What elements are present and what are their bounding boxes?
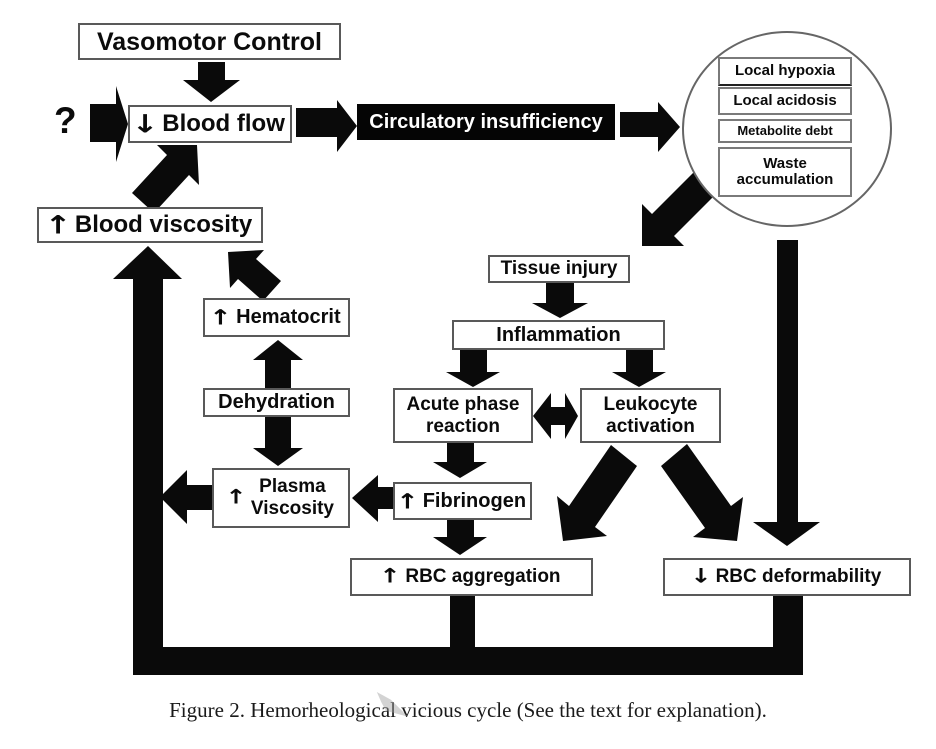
node-label: Tissue injury [500,258,618,280]
arrow-question-to-bloodflow [90,86,128,162]
arrow-tissue-to-inflammation [532,283,588,318]
feedback-left-vertical [133,274,163,675]
arrow-bloodviscosity-to-bloodflow [132,145,199,213]
arrow-leukocyte-to-rbcaggregation [557,445,637,541]
node-circulatory-insufficiency [357,104,615,140]
node-inflammation [452,320,665,350]
node-label-line1: Leukocyte [603,393,698,415]
up-arrow-glyph: ↑ [44,209,72,240]
connector-rbcaggregation-down [450,596,475,651]
up-arrow-glyph: ↑ [396,488,419,514]
down-arrow-glyph: ↓ [131,108,159,139]
circle-item-label: Local acidosis [733,91,837,109]
feedback-bottom-bar [133,647,803,675]
arrow-inflammation-to-leukocyte [612,350,666,387]
arrow-dehydration-to-hematocrit [253,340,303,388]
feedback-arrowhead-to-bloodviscosity [113,246,182,279]
node-label-line1: Plasma [259,476,326,498]
arrow-dehydration-to-plasma [253,417,303,466]
node-label: Blood flow [162,109,285,137]
node-blood-viscosity [37,207,263,243]
node-plasma-viscosity [212,468,350,528]
node-leukocyte-activation [580,388,721,443]
node-label-line1: Acute phase [406,393,520,415]
arrow-bloodflow-to-circulatory [296,100,357,152]
connector-rbcdeformability-down [773,596,803,651]
node-label [407,394,520,438]
figure-caption: Figure 2. Hemorheological vicious cycle (See the text for explanation). [169,698,767,722]
circle-item-local-hypoxia [718,57,852,86]
arrow-circle-to-rbc-deformability [753,240,820,546]
arrow-inflammation-to-acute [446,350,500,387]
circle-item-label: Waste accumulation [736,154,834,188]
circle-item-label: Local hypoxia [734,62,836,80]
node-acute-phase-reaction [393,388,533,443]
node-label: Fibrinogen [422,489,527,512]
node-label: RBC deformability [715,566,882,588]
arrow-fibrinogen-to-rbcaggregation [433,520,487,555]
node-label: Hematocrit [236,306,341,329]
node-fibrinogen [393,482,532,520]
circle-item-label: Metabolite debt [737,122,833,138]
node-label [251,476,334,520]
node-label: Vasomotor Control [96,27,322,56]
circle-item-metabolite-debt [718,119,852,143]
node-label [604,394,698,438]
circle-item-waste-accumulation [718,147,852,197]
arrow-plasma-to-feedback-line [160,470,212,524]
circle-item-local-acidosis [718,87,852,115]
down-arrow-glyph: ↓ [689,564,712,588]
node-blood-flow [128,105,292,143]
node-label: Blood viscosity [74,210,253,238]
arrow-fibrinogen-to-plasma [352,475,393,522]
node-label: RBC aggregation [405,566,561,588]
arrow-acute-leukocyte-double [533,393,578,439]
node-hematocrit [203,298,350,337]
arrow-hematocrit-to-bloodviscosity [228,250,281,301]
up-arrow-glyph: ↑ [209,304,233,330]
node-dehydration [203,388,350,417]
node-rbc-aggregation [350,558,593,596]
node-vasomotor-control [78,23,341,60]
arrow-leukocyte-to-rbcdeformability [661,444,743,541]
node-label-line2: Viscosity [250,498,334,519]
arrow-circulatory-to-circle [620,102,680,152]
node-label-line2: reaction [426,415,500,437]
question-mark: ? [54,100,77,141]
node-label-line2: activation [606,415,695,437]
arrow-acute-to-fibrinogen [433,443,487,478]
up-arrow-glyph: ↑ [379,564,402,588]
node-label: Circulatory insufficiency [369,110,603,133]
node-tissue-injury [488,255,630,283]
node-label: Inflammation [496,323,621,346]
node-rbc-deformability [663,558,911,596]
node-label: Dehydration [218,391,335,414]
up-arrow-glyph: ↑ [225,485,247,509]
arrow-vasomotor-to-bloodflow [183,62,240,102]
